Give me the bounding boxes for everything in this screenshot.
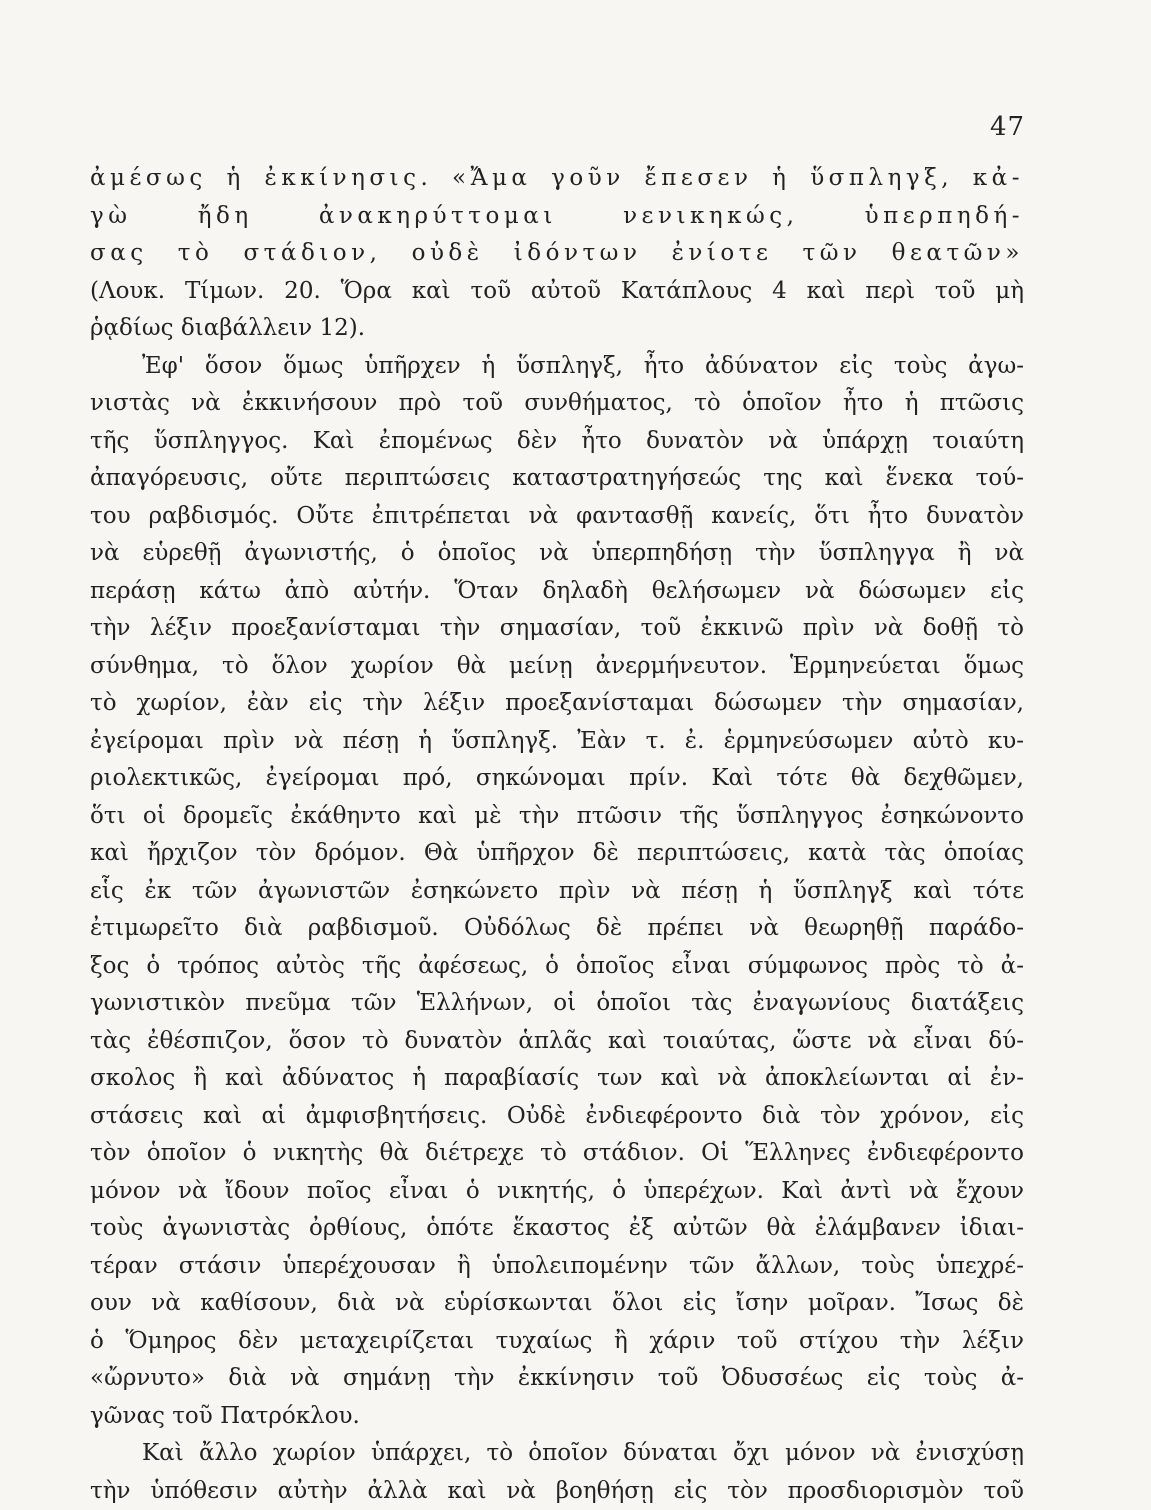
text-line: Ἐφ' ὅσον ὅμως ὑπῆρχεν ἡ ὕσπληγξ, ἦτο ἀδύνατον εἰς τοὺς ἀγω-: [90, 348, 1024, 386]
text-line: τὰς ἐθέσπιζον, ὅσον τὸ δυνατὸν ἁπλᾶς καὶ τοιαύτας, ὥστε νὰ εἶναι δύ-: [90, 1023, 1024, 1061]
text-line: ῥᾳδίως διαβάλλειν 12).: [90, 310, 1024, 348]
text-line: τὸν ὁποῖον ὁ νικητὴς θὰ διέτρεχε τὸ στάδιον. Οἱ Ἕλληνες ἐνδιεφέροντο: [90, 1135, 1024, 1173]
text-line: ἀμέσως ἡ ἐκκίνησις. «Ἄμα γοῦν ἔπεσεν ἡ ὕσπληγξ, κἀ-: [90, 160, 1024, 198]
text-line: Καὶ ἄλλο χωρίον ὑπάρχει, τὸ ὁποῖον δύναται ὄχι μόνον νὰ ἐνισχύσῃ: [90, 1435, 1024, 1473]
text-line: τέραν στάσιν ὑπερέχουσαν ἢ ὑπολειπομένην τῶν ἄλλων, τοὺς ὑπεχρέ-: [90, 1248, 1024, 1286]
text-line: τῆς ὕσπληγγος. Καὶ ἐπομένως δὲν ἦτο δυνατὸν νὰ ὑπάρχῃ τοιαύτη: [90, 423, 1024, 461]
text-line: νιστὰς νὰ ἐκκινήσουν πρὸ τοῦ συνθήματος, τὸ ὁποῖον ἦτο ἡ πτῶσις: [90, 385, 1024, 423]
text-line: ουν νὰ καθίσουν, διὰ νὰ εὑρίσκωνται ὅλοι εἰς ἴσην μοῖραν. Ἴσως δὲ: [90, 1285, 1024, 1323]
text-line: μόνον νὰ ἴδουν ποῖος εἶναι ὁ νικητής, ὁ ὑπερέχων. Καὶ ἀντὶ νὰ ἔχουν: [90, 1173, 1024, 1211]
text-line: γωνιστικὸν πνεῦμα τῶν Ἑλλήνων, οἱ ὁποῖοι τὰς ἐναγωνίους διατάξεις: [90, 985, 1024, 1023]
text-line: στάσεις καὶ αἱ ἀμφισβητήσεις. Οὐδὲ ἐνδιεφέροντο διὰ τὸν χρόνον, εἰς: [90, 1098, 1024, 1136]
text-line: του ραβδισμός. Οὔτε ἐπιτρέπεται νὰ φαντασθῇ κανείς, ὅτι ἦτο δυνατὸν: [90, 498, 1024, 536]
text-line: (Λουκ. Τίμων. 20. Ὅρα καὶ τοῦ αὐτοῦ Κατάπλους 4 καὶ περὶ τοῦ μὴ: [90, 273, 1024, 311]
text-line: τὴν ὑπόθεσιν αὐτὴν ἀλλὰ καὶ νὰ βοηθήσῃ εἰς τὸν προσδιορισμὸν τοῦ: [90, 1473, 1024, 1510]
text-line: σκολος ἢ καὶ ἀδύνατος ἡ παραβίασίς των καὶ νὰ ἀποκλείωνται αἱ ἐν-: [90, 1060, 1024, 1098]
text-line: ὁ Ὅμηρος δὲν μεταχειρίζεται τυχαίως ἢ χάριν τοῦ στίχου τὴν λέξιν: [90, 1323, 1024, 1361]
text-line: περάσῃ κάτω ἀπὸ αὐτήν. Ὅταν δηλαδὴ θελήσωμεν νὰ δώσωμεν εἰς: [90, 573, 1024, 611]
text-line: σύνθημα, τὸ ὅλον χωρίον θὰ μείνῃ ἀνερμήνευτον. Ἑρμηνεύεται ὅμως: [90, 648, 1024, 686]
text-line: σας τὸ στάδιον, οὐδὲ ἰδόντων ἐνίοτε τῶν θεατῶν»: [90, 235, 1024, 273]
text-line: εἷς ἐκ τῶν ἀγωνιστῶν ἐσηκώνετο πρὶν νὰ πέσῃ ἡ ὕσπληγξ καὶ τότε: [90, 873, 1024, 911]
text-line: καὶ ἤρχιζον τὸν δρόμον. Θὰ ὑπῆρχον δὲ περιπτώσεις, κατὰ τὰς ὁποίας: [90, 835, 1024, 873]
text-line: τὴν λέξιν προεξανίσταμαι τὴν σημασίαν, τοῦ ἐκκινῶ πρὶν νὰ δοθῇ τὸ: [90, 610, 1024, 648]
text-line: ἀπαγόρευσις, οὔτε περιπτώσεις καταστρατηγήσεώς της καὶ ἕνεκα τού-: [90, 460, 1024, 498]
text-line: τοὺς ἀγωνιστὰς ὀρθίους, ὁπότε ἕκαστος ἐξ αὐτῶν θὰ ἐλάμβανεν ἰδιαι-: [90, 1210, 1024, 1248]
text-line: «ὤρνυτο» διὰ νὰ σημάνῃ τὴν ἐκκίνησιν τοῦ Ὀδυσσέως εἰς τοὺς ἀ-: [90, 1360, 1024, 1398]
page-number: 47: [990, 112, 1025, 142]
text-line: γὼ ἤδη ἀνακηρύττομαι νενικηκώς, ὑπερπηδή-: [90, 198, 1024, 236]
text-line: νὰ εὑρεθῇ ἀγωνιστής, ὁ ὁποῖος νὰ ὑπερπηδήσῃ τὴν ὕσπληγγα ἢ νὰ: [90, 535, 1024, 573]
text-line: ἐγείρομαι πρὶν νὰ πέσῃ ἡ ὕσπληγξ. Ἐὰν τ. ἐ. ἑρμηνεύσωμεν αὐτὸ κυ-: [90, 723, 1024, 761]
text-line: ἐτιμωρεῖτο διὰ ραβδισμοῦ. Οὐδόλως δὲ πρέπει νὰ θεωρηθῇ παράδο-: [90, 910, 1024, 948]
text-line: ξος ὁ τρόπος αὐτὸς τῆς ἀφέσεως, ὁ ὁποῖος εἶναι σύμφωνος πρὸς τὸ ἀ-: [90, 948, 1024, 986]
text-line: τὸ χωρίον, ἐὰν εἰς τὴν λέξιν προεξανίσταμαι δώσωμεν τὴν σημασίαν,: [90, 685, 1024, 723]
text-line: ριολεκτικῶς, ἐγείρομαι πρό, σηκώνομαι πρίν. Καὶ τότε θὰ δεχθῶμεν,: [90, 760, 1024, 798]
text-line: ὅτι οἱ δρομεῖς ἐκάθηντο καὶ μὲ τὴν πτῶσιν τῆς ὕσπληγγος ἐσηκώνοντο: [90, 798, 1024, 836]
body-text: [90, 160, 1024, 1510]
text-line: γῶνας τοῦ Πατρόκλου.: [90, 1398, 1024, 1436]
